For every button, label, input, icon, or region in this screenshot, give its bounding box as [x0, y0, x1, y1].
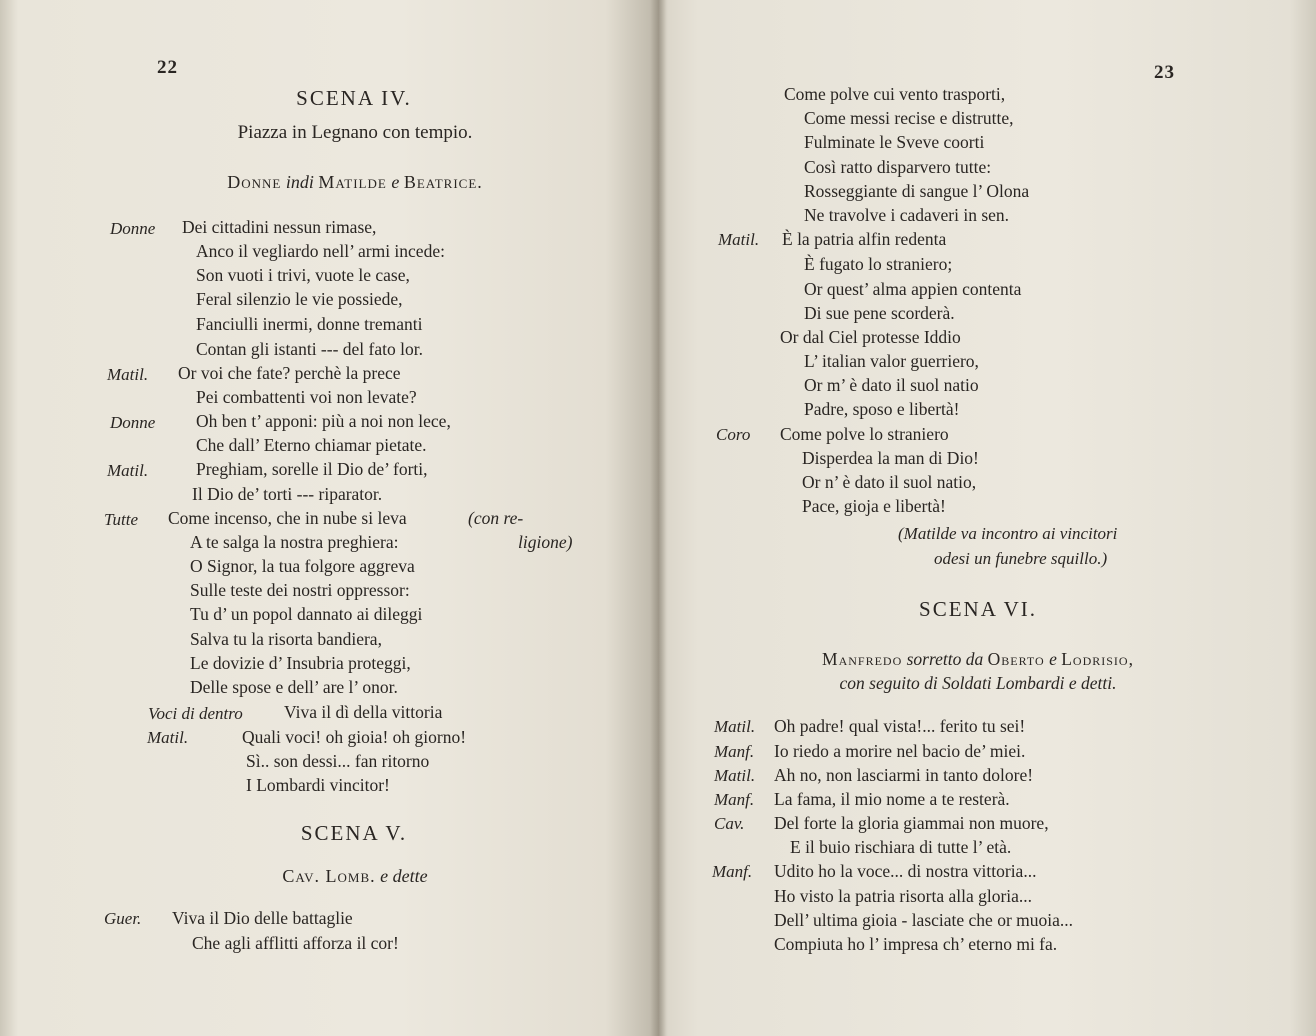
speaker-label: Matil. [714, 766, 756, 785]
verse-line: Oh padre! qual vista!... ferito tu sei! [774, 716, 1026, 736]
cast-name: Donne [227, 172, 282, 192]
cast-name: Oberto [987, 649, 1045, 669]
scene-v-cast [210, 866, 500, 887]
verse-line: Disperdea la man di Dio! [802, 448, 979, 468]
verse-line: Che agli afflitti afforza il cor! [192, 933, 399, 953]
verse-line: Padre, sposo e libertà! [804, 399, 960, 419]
verse-line: Pace, gioja e libertà! [802, 496, 946, 516]
stage-direction: odesi un funebre squillo.) [934, 549, 1108, 568]
scene-vi-heading: SCENA VI. [919, 597, 1037, 621]
book-gutter [650, 0, 666, 1036]
verse-line: Or quest’ alma appien contenta [804, 279, 1022, 299]
verse-line: Viva il Dio delle battaglie [172, 908, 353, 928]
verse-line: L’ italian valor guerriero, [804, 351, 979, 371]
verse-line: Contan gli istanti --- del fato lor. [196, 339, 423, 359]
verse-line: Come messi recise e distrutte, [804, 108, 1014, 128]
verse-line: E il buio rischiara di tutte l’ età. [790, 837, 1012, 857]
verse-line: Il Dio de’ torti --- riparator. [192, 484, 383, 504]
verse-line: Fanciulli inermi, donne tremanti [196, 314, 423, 334]
verse-line: I Lombardi vincitor! [246, 775, 390, 795]
cast-name: Matilde [318, 172, 387, 192]
verse-line: Io riedo a morire nel bacio de’ miei. [774, 741, 1026, 761]
speaker-label: Cav. [714, 814, 745, 833]
cast-connector: e [391, 172, 400, 192]
speaker-label: Coro [716, 425, 751, 444]
verse-line: Come incenso, che in nube si leva [168, 508, 407, 528]
speaker-label: Manf. [712, 862, 753, 881]
verse-line: O Signor, la tua folgore aggreva [190, 556, 415, 576]
verse-line: Ne travolve i cadaveri in sen. [804, 205, 1010, 225]
verse-line: Or m’ è dato il suol natio [804, 375, 979, 395]
page-number-left: 22 [157, 57, 178, 78]
verse-line: La fama, il mio nome a te resterà. [774, 789, 1010, 809]
scene-iv-heading: SCENA IV. [296, 86, 412, 110]
verse-line: Feral silenzio le vie possiede, [196, 289, 403, 309]
verse-line: Fulminate le Sveve coorti [804, 132, 985, 152]
verse-line: Oh ben t’ apponi: più a noi non lece, [196, 411, 451, 431]
verse-line: Son vuoti i trivi, vuote le case, [196, 265, 410, 285]
verse-line: Così ratto disparvero tutte: [804, 157, 992, 177]
verse-line: Udito ho la voce... di nostra vittoria... [774, 861, 1037, 881]
cast-name: Lodrisio, [1061, 649, 1134, 669]
speaker-label: Manf. [714, 742, 755, 761]
verse-line: Or dal Ciel protesse Iddio [780, 327, 961, 347]
verse-line: A te salga la nostra preghiera: [190, 532, 399, 552]
stage-direction: (con re- [468, 508, 524, 528]
speaker-label: Guer. [104, 909, 142, 928]
scene-vi-cast-continued: con seguito di Soldati Lombardi e detti. [839, 673, 1117, 693]
verse-line: Che dall’ Eterno chiamar pietate. [196, 435, 427, 455]
verse-line: Di sue pene scorderà. [804, 303, 955, 323]
verse-line: Salva tu la risorta bandiera, [190, 629, 382, 649]
cast-connector: e dette [380, 866, 428, 886]
speaker-label: Matil. [147, 728, 189, 747]
verse-line: Dei cittadini nessun rimase, [182, 217, 377, 237]
verse-line: Quali voci! oh gioia! oh giorno! [242, 727, 467, 747]
page-number-right: 23 [1154, 62, 1175, 83]
scene-vi-cast [758, 649, 1198, 670]
scene-iv-cast [160, 172, 550, 193]
verse-line: Sulle teste dei nostri oppressor: [190, 580, 410, 600]
right-page [658, 0, 1316, 1036]
speaker-label: Donne [110, 219, 156, 238]
verse-line: Preghiam, sorelle il Dio de’ forti, [196, 459, 428, 479]
stage-direction: ligione) [518, 532, 573, 552]
scene-iv-setting: Piazza in Legnano con tempio. [237, 122, 473, 143]
verse-line: Pei combattenti voi non levate? [196, 387, 417, 407]
verse-line: Le dovizie d’ Insubria proteggi, [190, 653, 411, 673]
verse-line: Ah no, non lasciarmi in tanto dolore! [774, 765, 1034, 785]
verse-line: Sì.. son dessi... fan ritorno [246, 751, 430, 771]
verse-line: Come polve cui vento trasporti, [784, 84, 1006, 104]
verse-line: Or n’ è dato il suol natio, [802, 472, 977, 492]
verse-line: Del forte la gloria giammai non muore, [774, 813, 1049, 833]
verse-line: Dell’ ultima gioia - lasciate che or muoia... [774, 910, 1074, 930]
verse-line: Come polve lo straniero [780, 424, 949, 444]
verse-line: Tu d’ un popol dannato ai dileggi [190, 604, 423, 624]
verse-line: Compiuta ho l’ impresa ch’ eterno mi fa. [774, 934, 1058, 954]
speaker-label: Matil. [107, 461, 149, 480]
speaker-label: Donne [110, 413, 156, 432]
speaker-label: Matil. [714, 717, 756, 736]
speaker-label: Voci di dentro [148, 704, 243, 723]
verse-line: Viva il dì della vittoria [284, 702, 443, 722]
stage-direction: (Matilde va incontro ai vincitori [898, 524, 1118, 543]
verse-line: È la patria alfin redenta [782, 229, 947, 249]
cast-name: Beatrice. [403, 172, 483, 192]
speaker-label: Manf. [714, 790, 755, 809]
speaker-label: Matil. [718, 230, 760, 249]
cast-connector: e [1049, 649, 1057, 669]
verse-line: Delle spose e dell’ are l’ onor. [190, 677, 398, 697]
verse-line: Or voi che fate? perchè la prece [178, 363, 401, 383]
speaker-label: Tutte [104, 510, 139, 529]
verse-line: Ho visto la patria risorta alla gloria... [774, 886, 1033, 906]
cast-connector: sorretto da [906, 649, 984, 669]
verse-line: Rosseggiante di sangue l’ Olona [804, 181, 1030, 201]
cast-name: Manfredo [822, 649, 903, 669]
cast-name: Cav. Lomb. [282, 866, 376, 886]
verse-line: È fugato lo straniero; [804, 254, 953, 274]
speaker-label: Matil. [107, 365, 149, 384]
cast-connector: indi [285, 172, 314, 192]
scene-v-heading: SCENA V. [300, 821, 408, 845]
verse-line: Anco il vegliardo nell’ armi incede: [196, 241, 445, 261]
